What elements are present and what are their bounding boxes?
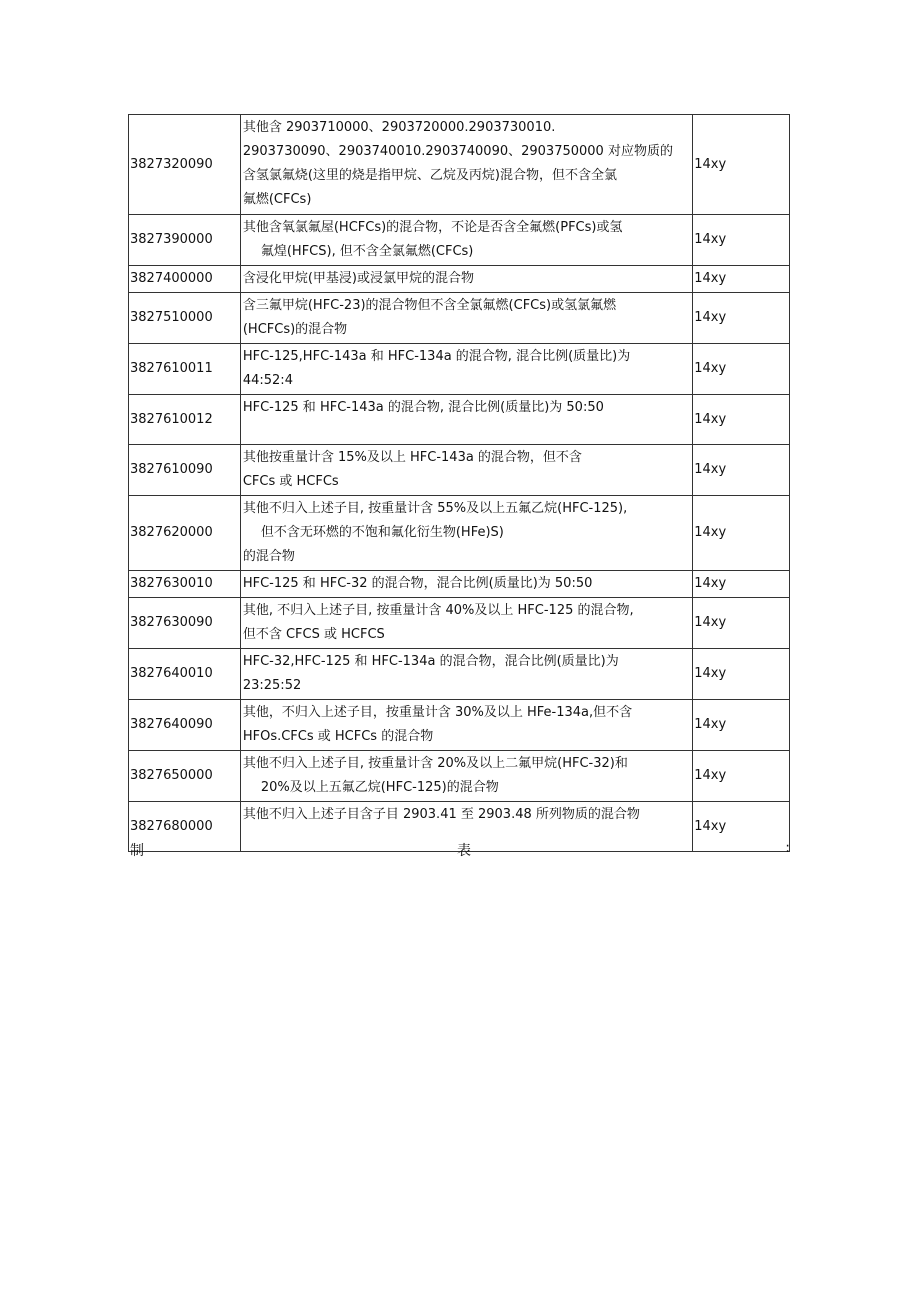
tariff-table	[128, 114, 790, 852]
table-row	[129, 700, 790, 751]
table-row	[129, 266, 790, 293]
unit-cell: 14xy	[693, 344, 790, 395]
description-line: CFCs 或 HCFCs	[242, 474, 339, 489]
table-body	[129, 115, 790, 852]
description-line: HFOs.CFCs 或 HCFCs 的混合物	[242, 729, 434, 744]
description-line: 其他含氧氯氟屋(HCFCs)的混合物，不论是否含全氟燃(PFCs)或氢	[242, 220, 623, 235]
table-row	[129, 649, 790, 700]
commodity-code-cell: 3827640090	[129, 700, 241, 751]
description-line: 其他，不归入上述子目，按重量计含 30%及以上 HFe-134a,但不含	[242, 705, 633, 720]
unit-cell: 14xy	[693, 215, 790, 266]
commodity-code-cell: 3827620000	[129, 496, 241, 571]
description-cell	[240, 445, 692, 496]
description-cell	[240, 115, 692, 215]
commodity-code-cell: 3827610011	[129, 344, 241, 395]
description-line: 其他含 2903710000、2903720000.2903730010.	[242, 120, 556, 135]
description-line: 含浸化甲烷(甲基浸)或浸氯甲烷的混合物	[242, 271, 474, 286]
unit-cell: 14xy	[693, 496, 790, 571]
unit-cell: 14xy	[693, 445, 790, 496]
description-line: 23:25:52	[242, 678, 302, 693]
unit-cell: 14xy	[693, 802, 790, 852]
description-line: 20%及以上五氟乙烷(HFC-125)的混合物	[260, 780, 499, 795]
description-cell	[240, 571, 692, 598]
commodity-code-cell: 3827630010	[129, 571, 241, 598]
description-cell	[240, 496, 692, 571]
table-row	[129, 293, 790, 344]
description-line: 但不含无环燃的不饱和氟化衍生物(HFe)S)	[260, 525, 504, 540]
commodity-code-cell: 3827610012	[129, 395, 241, 445]
unit-cell: 14xy	[693, 395, 790, 445]
table-row	[129, 571, 790, 598]
description-cell	[240, 266, 692, 293]
commodity-code-cell: 3827650000	[129, 751, 241, 802]
description-line: 氟燃(CFCs)	[242, 192, 312, 207]
unit-cell: 14xy	[693, 700, 790, 751]
description-line: HFC-125,HFC-143a 和 HFC-134a 的混合物, 混合比例(质量比)为	[242, 349, 631, 364]
unit-cell: 14xy	[693, 751, 790, 802]
description-cell	[240, 700, 692, 751]
description-cell	[240, 598, 692, 649]
footer-right-text: :	[785, 840, 790, 856]
footer-middle-text: 表	[457, 843, 471, 859]
unit-cell: 14xy	[693, 649, 790, 700]
description-cell	[240, 344, 692, 395]
table-row	[129, 598, 790, 649]
description-line: 44:52:4	[242, 373, 293, 388]
description-line: HFC-32,HFC-125 和 HFC-134a 的混合物，混合比例(质量比)为	[242, 654, 619, 669]
description-cell	[240, 215, 692, 266]
description-cell	[240, 751, 692, 802]
description-line: 含氢氯氟烧(这里的烧是指甲烷、乙烷及丙烷)混合物，但不含全氯	[242, 168, 617, 183]
unit-cell: 14xy	[693, 598, 790, 649]
description-cell	[240, 293, 692, 344]
table-row	[129, 215, 790, 266]
commodity-code-cell: 3827510000	[129, 293, 241, 344]
table-row	[129, 496, 790, 571]
description-line: 的混合物	[242, 549, 295, 564]
footer-left-text: 制	[130, 843, 144, 859]
description-line: 2903730090、2903740010.2903740090、2903750000 对应物质的	[242, 144, 673, 159]
table-row	[129, 115, 790, 215]
description-line: 含三氟甲烷(HFC-23)的混合物但不含全氯氟燃(CFCs)或氢氯氟燃	[242, 298, 617, 313]
description-line: 氟煌(HFCS), 但不含全氯氟燃(CFCs)	[260, 244, 474, 259]
table-row	[129, 344, 790, 395]
unit-cell: 14xy	[693, 293, 790, 344]
commodity-code-cell: 3827400000	[129, 266, 241, 293]
description-line: (HCFCs)的混合物	[242, 322, 348, 337]
footer	[128, 840, 790, 860]
commodity-code-cell: 3827390000	[129, 215, 241, 266]
description-line: 但不含 CFCS 或 HCFCS	[242, 627, 385, 642]
commodity-code-cell: 3827320090	[129, 115, 241, 215]
unit-cell: 14xy	[693, 266, 790, 293]
description-cell	[240, 395, 692, 445]
commodity-code-cell: 3827610090	[129, 445, 241, 496]
description-line: 其他按重量计含 15%及以上 HFC-143a 的混合物，但不含	[242, 450, 582, 465]
description-line: 其他不归入上述子目, 按重量计含 55%及以上五氟乙烷(HFC-125),	[242, 501, 628, 516]
description-line: HFC-125 和 HFC-143a 的混合物, 混合比例(质量比)为 50:50	[242, 400, 604, 415]
description-line: 其他不归入上述子目, 按重量计含 20%及以上二氟甲烷(HFC-32)和	[242, 756, 628, 771]
description-cell	[240, 649, 692, 700]
unit-cell: 14xy	[693, 115, 790, 215]
commodity-code-cell: 3827630090	[129, 598, 241, 649]
unit-cell: 14xy	[693, 571, 790, 598]
commodity-code-cell: 3827640010	[129, 649, 241, 700]
description-line: 其他不归入上述子目含子目 2903.41 至 2903.48 所列物质的混合物	[242, 807, 640, 822]
description-line: HFC-125 和 HFC-32 的混合物，混合比例(质量比)为 50:50	[242, 576, 593, 591]
table-row	[129, 751, 790, 802]
table-row	[129, 445, 790, 496]
table-row	[129, 395, 790, 445]
description-line: 其他, 不归入上述子目, 按重量计含 40%及以上 HFC-125 的混合物,	[242, 603, 634, 618]
commodity-code-cell: 3827680000	[129, 802, 241, 852]
